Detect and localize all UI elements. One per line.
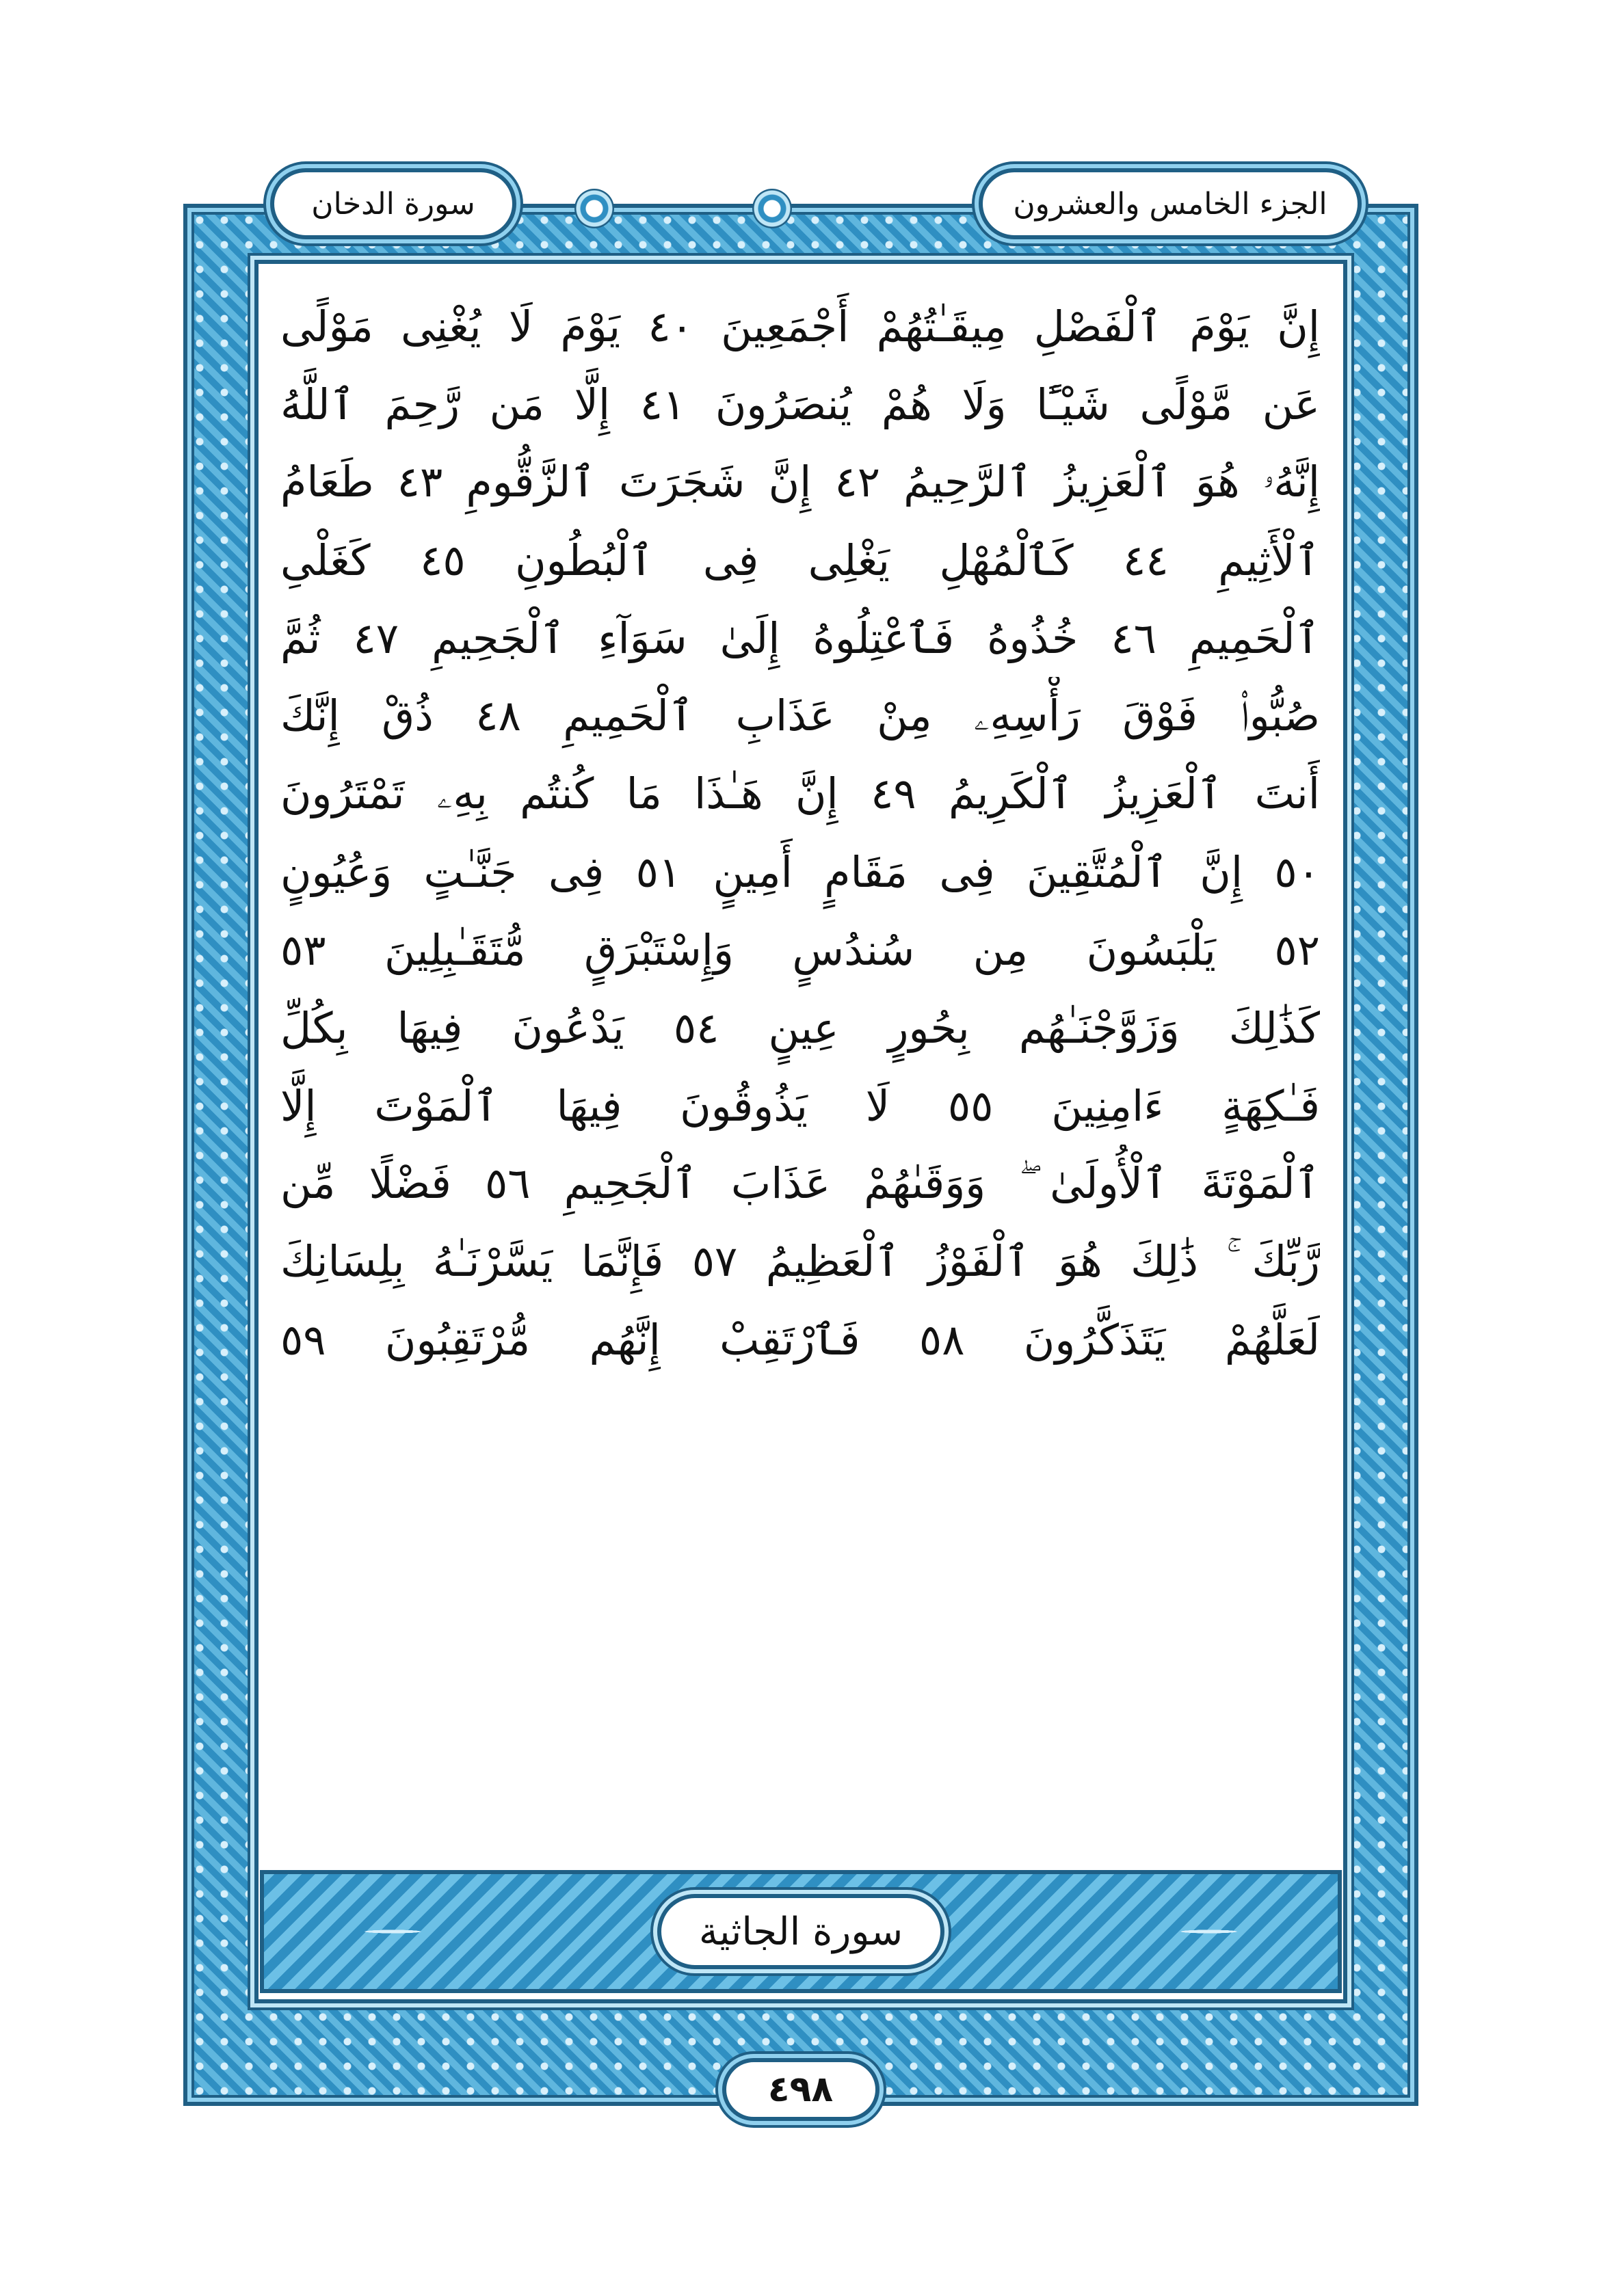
verse-line: ٱلْحَمِيمِ ٤٦ خُذُوهُ فَٱعْتِلُوهُ إِلَىٰ سَوَآءِ ٱلْجَحِيمِ ٤٧ ثُمَّ bbox=[280, 613, 1320, 663]
surah-title: سورة الدخان bbox=[311, 186, 475, 222]
juz-title: الجزء الخامس والعشرون bbox=[1013, 186, 1327, 222]
verse-line: فَـٰكِهَةٍ ءَامِنِينَ ٥٥ لَا يَذُوقُونَ فِيهَا ٱلْمَوْتَ إِلَّا bbox=[280, 1080, 1320, 1131]
juz-title-cartouche bbox=[979, 168, 1362, 239]
verse-line: ٥٠ إِنَّ ٱلْمُتَّقِينَ فِى مَقَامٍ أَمِينٍ ٥١ فِى جَنَّـٰتٍ وَعُيُونٍ bbox=[280, 846, 1320, 897]
verse-line: عَن مَّوْلًى شَيْـًٔا وَلَا هُمْ يُنصَرُونَ ٤١ إِلَّا مَن رَّحِمَ ٱللَّهُ bbox=[280, 379, 1320, 429]
page-number-label: ٤٩٨ bbox=[767, 2069, 834, 2110]
verse-line: إِنَّ يَوْمَ ٱلْفَصْلِ مِيقَـٰتُهُمْ أَجْمَعِينَ ٤٠ يَوْمَ لَا يُغْنِى مَوْلًى bbox=[280, 301, 1320, 351]
verse-line: رَّبِّكَ ۚ ذَٰلِكَ هُوَ ٱلْفَوْزُ ٱلْعَظِيمُ ٥٧ فَإِنَّمَا يَسَّرْنَـٰهُ بِلِسَانِكَ bbox=[280, 1236, 1320, 1286]
verse-lines bbox=[280, 287, 1320, 1378]
surah-heading-cartouche bbox=[657, 1894, 944, 1969]
verse-line: صُبُّوا۟ فَوْقَ رَأْسِهِۦ مِنْ عَذَابِ ٱلْحَمِيمِ ٤٨ ذُقْ إِنَّكَ bbox=[280, 691, 1320, 740]
header-medallion-icon bbox=[574, 189, 614, 228]
page-number bbox=[722, 2058, 879, 2121]
surah-heading-band bbox=[260, 1870, 1342, 1993]
surah-title-cartouche bbox=[270, 168, 516, 239]
verse-line: كَذَٰلِكَ وَزَوَّجْنَـٰهُم بِحُورٍ عِينٍ ٥٤ يَدْعُونَ فِيهَا بِكُلِّ bbox=[280, 1002, 1320, 1053]
verse-line: ٥٢ يَلْبَسُونَ مِن سُندُسٍ وَإِسْتَبْرَقٍ مُّتَقَـٰبِلِينَ ٥٣ bbox=[280, 924, 1320, 975]
verse-line: لَعَلَّهُمْ يَتَذَكَّرُونَ ٥٨ فَٱرْتَقِبْ إِنَّهُم مُّرْتَقِبُونَ ٥٩ bbox=[280, 1314, 1320, 1365]
verse-line: ٱلْأَثِيمِ ٤٤ كَٱلْمُهْلِ يَغْلِى فِى ٱلْبُطُونِ ٤٥ كَغَلْىِ bbox=[280, 535, 1320, 585]
surah-heading: سورة الجاثية bbox=[698, 1909, 903, 1954]
header-medallion-icon bbox=[752, 189, 792, 228]
verse-line: ٱلْمَوْتَةَ ٱلْأُولَىٰ ۖ وَوَقَىٰهُمْ عَذَابَ ٱلْجَحِيمِ ٥٦ فَضْلًا مِّن bbox=[280, 1158, 1320, 1208]
verse-line: إِنَّهُۥ هُوَ ٱلْعَزِيزُ ٱلرَّحِيمُ ٤٢ إِنَّ شَجَرَتَ ٱلزَّقُّومِ ٤٣ طَعَامُ bbox=[280, 457, 1320, 507]
verse-line: أَنتَ ٱلْعَزِيزُ ٱلْكَرِيمُ ٤٩ إِنَّ هَـٰذَا مَا كُنتُم بِهِۦ تَمْتَرُونَ bbox=[280, 769, 1320, 818]
